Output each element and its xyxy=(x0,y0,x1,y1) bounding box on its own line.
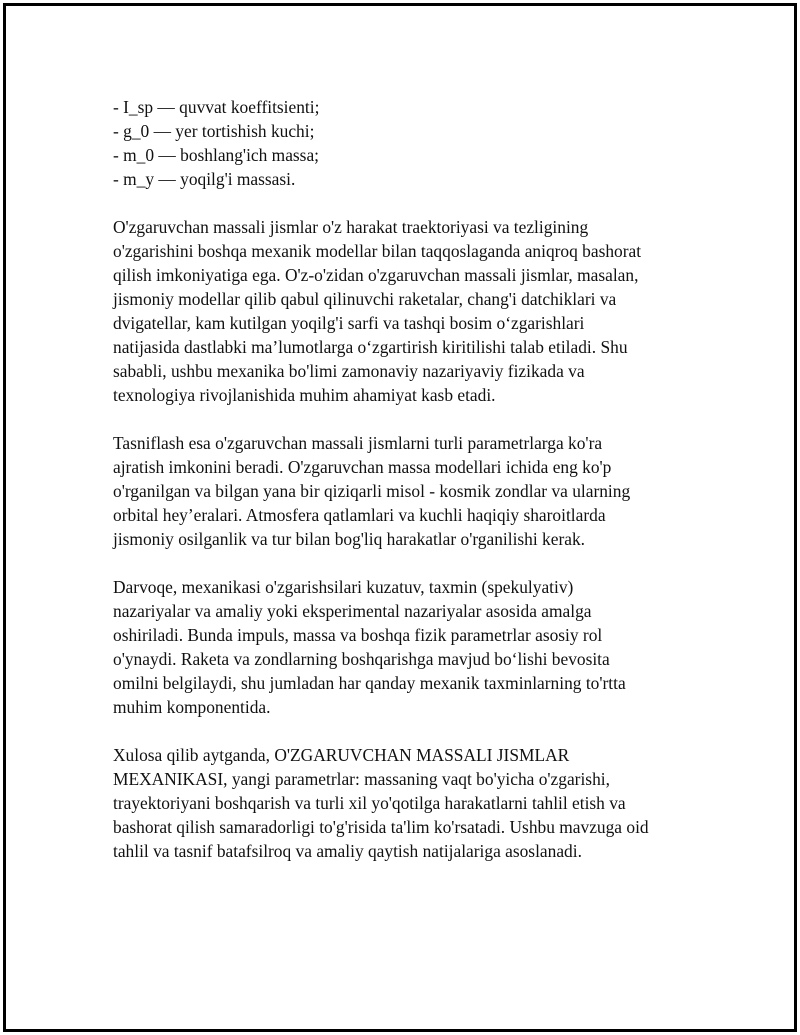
paragraph-line: texnologiya rivojlanishida muhim ahamiyat kasb etadi. xyxy=(113,385,496,405)
paragraph-line: bashorat qilish samaradorligi to'g'risida ta'lim ko'rsatadi. Ushbu mavzuga oid xyxy=(113,817,649,837)
paragraph-line: omilni belgilaydi, shu jumladan har qanday mexanik taxminlarning to'rtta xyxy=(113,673,626,693)
paragraph-line: muhim komponentida. xyxy=(113,697,271,717)
paragraph-line: Xulosa qilib aytganda, O'ZGARUVCHAN MASSALI JISMLAR xyxy=(113,745,570,765)
paragraph-line: Darvoqe, mexanikasi o'zgarishsilari kuzatuv, taxmin (spekulyativ) xyxy=(113,577,574,597)
paragraph-line: MEXANIKASI, yangi parametrlar: massaning vaqt bo'yicha o'zgarishi, xyxy=(113,769,610,789)
paragraph-line: trayektoriyani boshqarish va turli xil yo'qotilga harakatlarni tahlil etish va xyxy=(113,793,626,813)
paragraph-line: jismoniy modellar qilib qabul qilinuvchi raketalar, chang'i datchiklari va xyxy=(113,289,617,309)
paragraph-line: jismoniy osilganlik va tur bilan bog'liq harakatlar o'rganilishi kerak. xyxy=(113,529,586,549)
paragraph-line: oshiriladi. Bunda impuls, massa va boshqa fizik parametrlar asosiy rol xyxy=(113,625,603,645)
paragraph-line: qilish imkoniyatiga ega. O'z-o'zidan o'zgaruvchan massali jismlar, masalan, xyxy=(113,265,639,285)
paragraph-2 xyxy=(113,431,693,551)
paragraph-line: o'rganilgan va bilgan yana bir qiziqarli misol - kosmik zondlar va ularning xyxy=(113,481,631,501)
document-body xyxy=(113,95,693,863)
variable-item-g0: - g_0 — yer tortishish kuchi; xyxy=(113,121,315,141)
paragraph-line: o'ynaydi. Raketa va zondlarning boshqarishga mavjud bo‘lishi bevosita xyxy=(113,649,610,669)
variable-list xyxy=(113,95,693,191)
paragraph-line: dvigatellar, kam kutilgan yoqilg'i sarfi va tashqi bosim o‘zgarishlari xyxy=(113,313,585,333)
paragraph-line: o'zgarishini boshqa mexanik modellar bilan taqqoslaganda aniqroq bashorat xyxy=(113,241,642,261)
paragraph-line: nazariyalar va amaliy yoki eksperimental nazariyalar asosida amalga xyxy=(113,601,592,621)
paragraph-3 xyxy=(113,575,693,719)
paragraph-1 xyxy=(113,215,693,407)
paragraph-line: orbital hey’eralari. Atmosfera qatlamlari va kuchli haqiqiy sharoitlarda xyxy=(113,505,606,525)
paragraph-line: Tasniflash esa o'zgaruvchan massali jismlarni turli parametrlarga ko'ra xyxy=(113,433,603,453)
paragraph-line: ajratish imkonini beradi. O'zgaruvchan massa modellari ichida eng ko'p xyxy=(113,457,612,477)
paragraph-line: tahlil va tasnif batafsilroq va amaliy qaytish natijalariga asoslanadi. xyxy=(113,841,582,861)
variable-item-isp: - I_sp — quvvat koeffitsienti; xyxy=(113,97,320,117)
paragraph-line: O'zgaruvchan massali jismlar o'z harakat traektoriyasi va tezligining xyxy=(113,217,589,237)
paragraph-4 xyxy=(113,743,693,863)
paragraph-line: natijasida dastlabki ma’lumotlarga o‘zgartirish kiritilishi talab etiladi. Shu xyxy=(113,337,628,357)
paragraph-line: sababli, ushbu mexanika bo'limi zamonaviy nazariyaviy fizikada va xyxy=(113,361,585,381)
variable-item-m0: - m_0 — boshlang'ich massa; xyxy=(113,145,319,165)
variable-item-my: - m_y — yoqilg'i massasi. xyxy=(113,169,296,189)
